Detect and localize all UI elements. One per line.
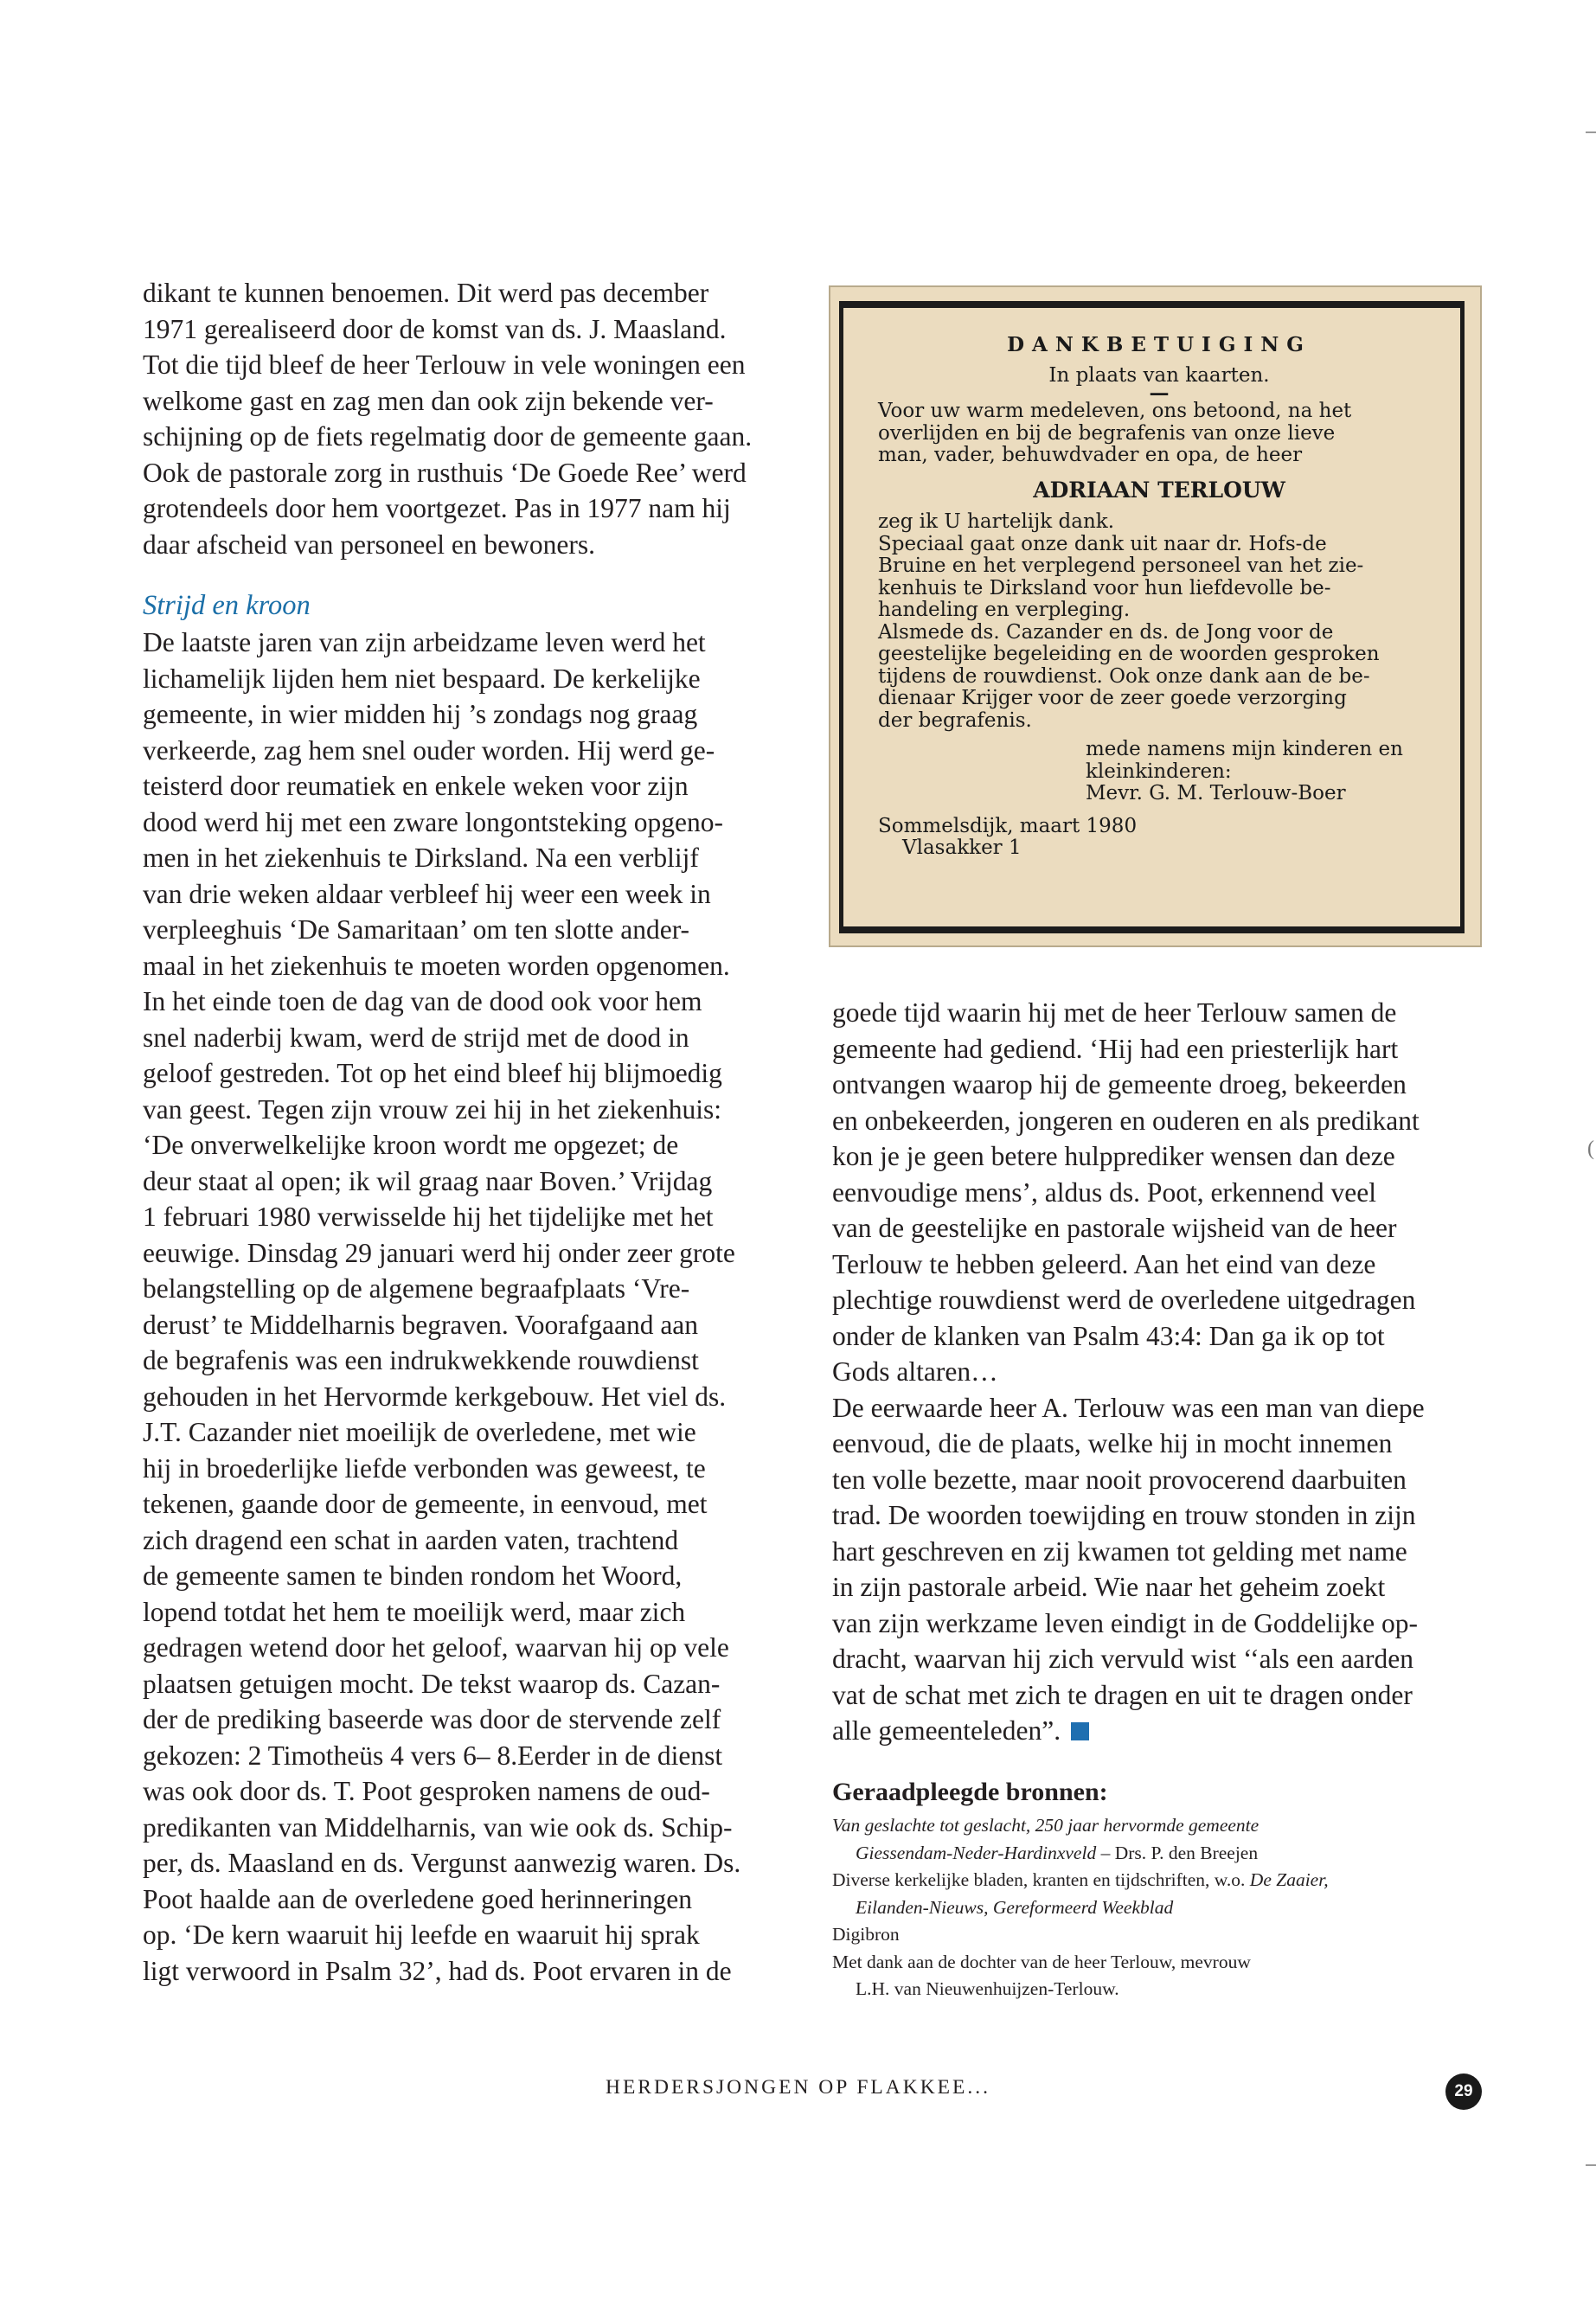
text-line: in zijn pastorale arbeid. Wie naar het geheim zoekt [832,1572,1386,1602]
text-line: dood werd hij met een zware longontsteking opgeno- [143,806,723,837]
text-line: hij in broederlijke liefde verbonden was geweest, te [143,1452,706,1484]
text-line: men in het ziekenhuis te Dirksland. Na een verblijf [143,843,699,873]
text-line: maal in het ziekenhuis te moeten worden opgenomen. [143,950,730,981]
clipping-signature [878,739,1440,805]
source-item [832,1812,1490,1840]
text-line: kon je je geen betere hulpprediker wensen dan deze [832,1141,1395,1171]
text-line: Voor uw warm medeleven, ons betoond, na het [878,400,1352,422]
text-line: kleinkinderen: [1086,760,1232,783]
text-line: goede tijd waarin hij met de heer Terlouw samen de [832,997,1397,1028]
text-line: Terlouw te hebben geleerd. Aan het eind van deze [832,1248,1376,1279]
text-line: 1971 gerealiseerd door de komst van ds. J. Maasland. [143,313,727,344]
crop-mark-top [1586,131,1596,133]
text-line: tijdens de rouwdienst. Ook onze dank aan de be- [878,664,1370,688]
text-line: J.T. Cazander niet moeilijk de overledene, met wie [143,1417,696,1447]
text-line: lichamelijk lijden hem niet bespaard. De kerkelijke [143,663,701,694]
text-line: mede namens mijn kinderen en [1086,738,1403,760]
newspaper-clipping [829,285,1482,947]
text-line: daar afscheid van personeel en bewoners. [143,529,596,560]
source-item: Digibron [832,1924,900,1945]
text-line: en onbekeerden, jongeren en ouderen en als predikant [832,1105,1420,1136]
text-line: In het einde toen de dag van de dood ook voor hem [143,986,702,1016]
text-line: Tot die tijd bleef de heer Terlouw in vele woningen een [143,349,746,380]
text-line: op. ‘De kern waaruit hij leefde en waaruit hij sprak [143,1920,700,1950]
text-line: der de prediking baseerde was door de stervende zelf [143,1704,721,1734]
text-line: Poot haalde aan de overledene goed herinneringen [143,1883,692,1914]
text-line: hart geschreven en zij kwamen tot gelding met name [832,1535,1407,1567]
text-line: Ook de pastorale zorg in rusthuis ‘De Goede Ree’ werd [143,457,747,488]
sources-block [832,1778,1490,2003]
text-line: der begrafenis. [878,708,1032,732]
source-text: Diverse kerkelijke bladen, kranten en tijdschriften, w.o. [832,1869,1250,1890]
text-line: eenvoud, die de plaats, welke hij in mocht innemen [832,1428,1393,1458]
text-line: gemeente had gediend. ‘Hij had een priesterlijk hart [832,1033,1399,1064]
text-line: geloof gestreden. Tot op het eind bleef hij blijmoedig [143,1058,722,1088]
left-column [143,275,800,1989]
text-line: gehouden in het Hervormde kerkgebouw. Het viel ds. [143,1381,727,1412]
text-line: onder de klanken van Psalm 43:4: Dan ga ik op tot [832,1320,1385,1351]
page-number: 29 [1445,2073,1482,2110]
text-line: grotendeels door hem voortgezet. Pas in 1977 nam hij [143,493,731,523]
text-line: snel naderbij kwam, werd de strijd met de dood in [143,1022,689,1053]
source-title: De Zaaier, [1249,1869,1329,1890]
source-item [832,1867,1490,1894]
text-line: teisterd door reumatiek en enkele weken voor zijn [143,771,689,801]
text-line: kenhuis te Dirksland voor hun liefdevolle be- [878,576,1331,599]
source-title: Giessendam-Neder-Hardinxveld [856,1842,1097,1863]
text-line: De eerwaarde heer A. Terlouw was een man van diepe [832,1392,1425,1423]
text-line: dracht, waarvan hij zich vervuld wist ‘‘als een aarden [832,1644,1413,1674]
source-item [832,1840,1490,1868]
section-heading: Strijd en kroon [143,590,311,621]
text-line: van de geestelijke en pastorale wijsheid van de heer [832,1213,1397,1243]
text-line: van geest. Tegen zijn vrouw zei hij in het ziekenhuis: [143,1093,722,1125]
source-item [832,1894,1490,1922]
source-title: Van geslachte tot geslacht, 250 jaar hervormde gemeente [832,1815,1259,1836]
text-line: lopend totdat het hem te moeilijk werd, maar zich [143,1596,686,1627]
text-line: de gemeente samen te binden rondom het Woord, [143,1561,683,1591]
text-line: trad. De woorden toewijding en trouw stonden in zijn [832,1500,1416,1530]
crop-mark-bottom [1586,2164,1596,2166]
text-line: ontvangen waarop hij de gemeente droeg, bekeerden [832,1069,1407,1099]
text-line: Gods altaren… [832,1356,998,1387]
text-line: van drie weken aldaar verbleef hij weer een week in [143,878,711,909]
text-line: ligt verwoord in Psalm 32’, had ds. Poot ervaren in de [143,1955,732,1986]
clipping-text [878,330,1440,860]
text-line: belangstelling op de algemene begraafplaats ‘Vre- [143,1273,690,1304]
end-of-article-square [1071,1722,1089,1740]
clipping-address: Vlasakker 1 [902,836,1022,859]
text-line: gekozen: 2 Timotheüs 4 vers 6– 8.Eerder in de dienst [143,1740,723,1771]
source-item: Met dank aan de dochter van de heer Terlouw, mevrouw [832,1951,1251,1972]
text-line: vat de schat met zich te dragen en uit te dragen onder [832,1679,1413,1710]
clipping-paragraph-1 [878,401,1440,467]
sources-heading: Geraadpleegde bronnen: [832,1778,1108,1806]
text-line: van zijn werkzame leven eindigt in de Goddelijke op- [832,1607,1419,1638]
text-line: ‘De onverwelkelijke kroon wordt me opgezet; de [143,1130,679,1160]
text-line: plaatsen getuigen mocht. De tekst waarop ds. Cazan- [143,1668,721,1699]
clipping-paragraph-2 [878,511,1440,732]
text-line: was ook door ds. T. Poot gesproken namens de oud- [143,1776,710,1806]
text-line: geestelijke begeleiding en de woorden gesproken [878,643,1380,665]
text-line: Bruine en het verplegend personeel van het zie- [878,554,1364,577]
source-item: L.H. van Nieuwenhuijzen-Terlouw. [856,1978,1119,1999]
running-title: HERDERSJONGEN OP FLAKKEE... [605,2076,991,2099]
text-line: dikant te kunnen benoemen. Dit werd pas december [143,278,709,308]
clipping-dash: — [1149,381,1170,405]
text-line: Speciaal gaat onze dank uit naar dr. Hofs-de [878,532,1327,555]
text-line: De laatste jaren van zijn arbeidzame leven werd het [143,627,706,657]
text-line: deur staat al open; ik wil graag naar Boven.’ Vrijdag [143,1165,713,1196]
text-line: ten volle bezette, maar nooit provocerend daarbuiten [832,1464,1407,1495]
text-line: derust’ te Middelharnis begraven. Voorafgaand aan [143,1309,699,1340]
text-line: handeling en verpleging. [878,599,1131,621]
text-line: welkome gast en zag men dan ook zijn bekende ver- [143,385,714,416]
clipping-place: Sommelsdijk, maart 1980 [878,814,1138,837]
text-line: tekenen, gaande door de gemeente, in eenvoud, met [143,1489,708,1519]
text-line: de begrafenis was een indrukwekkende rouwdienst [143,1345,699,1375]
text-line: verkeerde, zag hem snel ouder worden. Hij werd ge- [143,734,715,766]
text-line: Mevr. G. M. Terlouw-Boer [1086,782,1346,804]
source-author: – Drs. P. den Breejen [1096,1842,1259,1863]
text-line: overlijden en bij de begrafenis van onze lieve [878,421,1336,445]
text-line: gemeente, in wier midden hij ’s zondags nog graag [143,699,698,729]
text-line: Alsmede ds. Cazander en ds. de Jong voor de [878,620,1334,644]
clipping-subtitle: In plaats van kaarten. [1048,363,1270,387]
text-line: predikanten van Middelharnis, van wie ook ds. Schip- [143,1811,733,1843]
text-line: alle gemeenteleden”. [832,1713,1490,1749]
text-line: gedragen wetend door het geloof, waarvan hij op vele [143,1632,729,1663]
right-column [832,995,1490,1749]
clipping-name: ADRIAAN TERLOUW [1033,477,1285,503]
clipping-title: DANKBETUIGING [1007,333,1311,356]
text-line: per, ds. Maasland en ds. Vergunst aanwezig waren. Ds. [143,1848,741,1878]
text-line: schijning op de fiets regelmatig door de gemeente gaan. [143,421,753,452]
source-title: Eilanden-Nieuws, Gereformeerd Weekblad [856,1896,1174,1918]
text-line: plechtige rouwdienst werd de overledene uitgedragen [832,1285,1416,1315]
text-line: zeg ik U hartelijk dank. [878,510,1115,533]
text-line: verpleeghuis ‘De Samaritaan’ om ten slotte ander- [143,914,690,945]
text-line: eeuwige. Dinsdag 29 januari werd hij onder zeer grote [143,1237,735,1268]
text-line: zich dragend een schat in aarden vaten, trachtend [143,1524,679,1555]
text-line: eenvoudige mens’, aldus ds. Poot, erkennend veel [832,1176,1376,1208]
text-line: 1 februari 1980 verwisselde hij het tijdelijke met het [143,1202,714,1232]
registration-mark: ( [1587,1138,1594,1160]
text-line: man, vader, behuwdvader en opa, de heer [878,444,1303,466]
text-line: dienaar Krijger voor de zeer goede verzorging [878,687,1347,709]
